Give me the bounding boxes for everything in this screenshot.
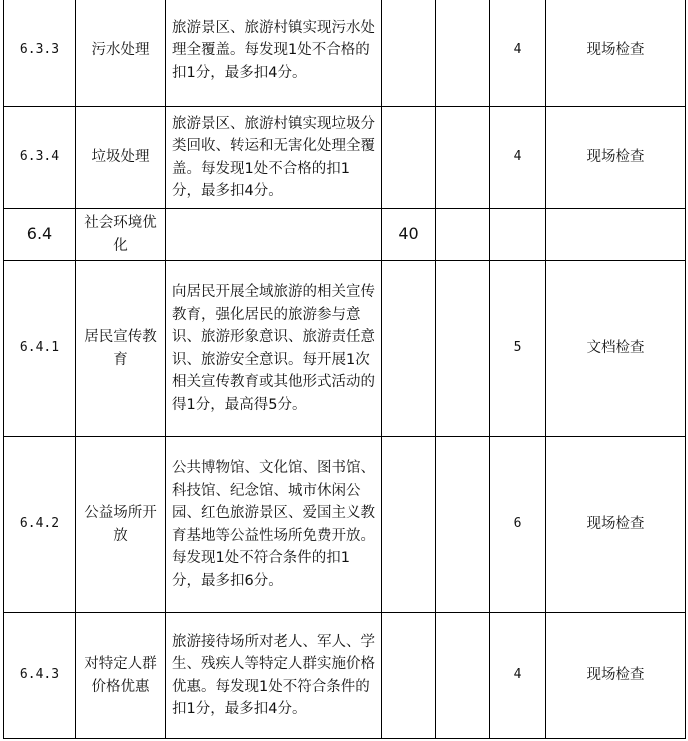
item-description: [166, 209, 382, 261]
item-blank: [436, 107, 490, 209]
item-description: 旅游景区、旅游村镇实现垃圾分类回收、转运和无害化处理全覆盖。每发现1处不合格的扣1分，最多扣4分。: [166, 107, 382, 209]
item-name: 垃圾处理: [76, 107, 166, 209]
scoring-table: [3, 0, 686, 739]
table-row: [4, 107, 686, 209]
table-row: [4, 437, 686, 613]
item-code: 6.3.3: [4, 0, 76, 107]
item-method: 文档检查: [546, 261, 686, 437]
item-code: 6.4.3: [4, 613, 76, 739]
item-blank: [436, 0, 490, 107]
table-row: [4, 613, 686, 739]
item-points-total: [382, 0, 436, 107]
item-method: 现场检查: [546, 107, 686, 209]
item-points-total: [382, 107, 436, 209]
item-points: 5: [490, 261, 546, 437]
item-description: 旅游景区、旅游村镇实现污水处理全覆盖。每发现1处不合格的扣1分，最多扣4分。: [166, 0, 382, 107]
item-blank: [436, 261, 490, 437]
item-points-total: [382, 437, 436, 613]
item-method: [546, 209, 686, 261]
item-name: 社会环境优化: [76, 209, 166, 261]
table-row: [4, 0, 686, 107]
item-points: [490, 209, 546, 261]
item-code: 6.4.2: [4, 437, 76, 613]
item-points-total: [382, 261, 436, 437]
item-points: 4: [490, 613, 546, 739]
item-description: 旅游接待场所对老人、军人、学生、残疾人等特定人群实施价格优惠。每发现1处不符合条件的扣1分，最多扣4分。: [166, 613, 382, 739]
item-points-total: 40: [382, 209, 436, 261]
item-blank: [436, 613, 490, 739]
item-points: 6: [490, 437, 546, 613]
item-name: 居民宣传教育: [76, 261, 166, 437]
item-points: 4: [490, 0, 546, 107]
item-name: 对特定人群价格优惠: [76, 613, 166, 739]
item-code: 6.3.4: [4, 107, 76, 209]
table-row: [4, 261, 686, 437]
item-description: 向居民开展全域旅游的相关宣传教育，强化居民的旅游参与意识、旅游形象意识、旅游责任意识、旅游安全意识。每开展1次相关宣传教育或其他形式活动的得1分，最高得5分。: [166, 261, 382, 437]
item-points: 4: [490, 107, 546, 209]
item-method: 现场检查: [546, 0, 686, 107]
item-description: 公共博物馆、文化馆、图书馆、科技馆、纪念馆、城市休闲公园、红色旅游景区、爱国主义教育基地等公益性场所免费开放。每发现1处不符合条件的扣1分，最多扣6分。: [166, 437, 382, 613]
item-code: 6.4: [4, 209, 76, 261]
item-blank: [436, 437, 490, 613]
item-name: 污水处理: [76, 0, 166, 107]
item-name: 公益场所开放: [76, 437, 166, 613]
item-method: 现场检查: [546, 613, 686, 739]
item-code: 6.4.1: [4, 261, 76, 437]
item-blank: [436, 209, 490, 261]
item-points-total: [382, 613, 436, 739]
item-method: 现场检查: [546, 437, 686, 613]
table-row: [4, 209, 686, 261]
